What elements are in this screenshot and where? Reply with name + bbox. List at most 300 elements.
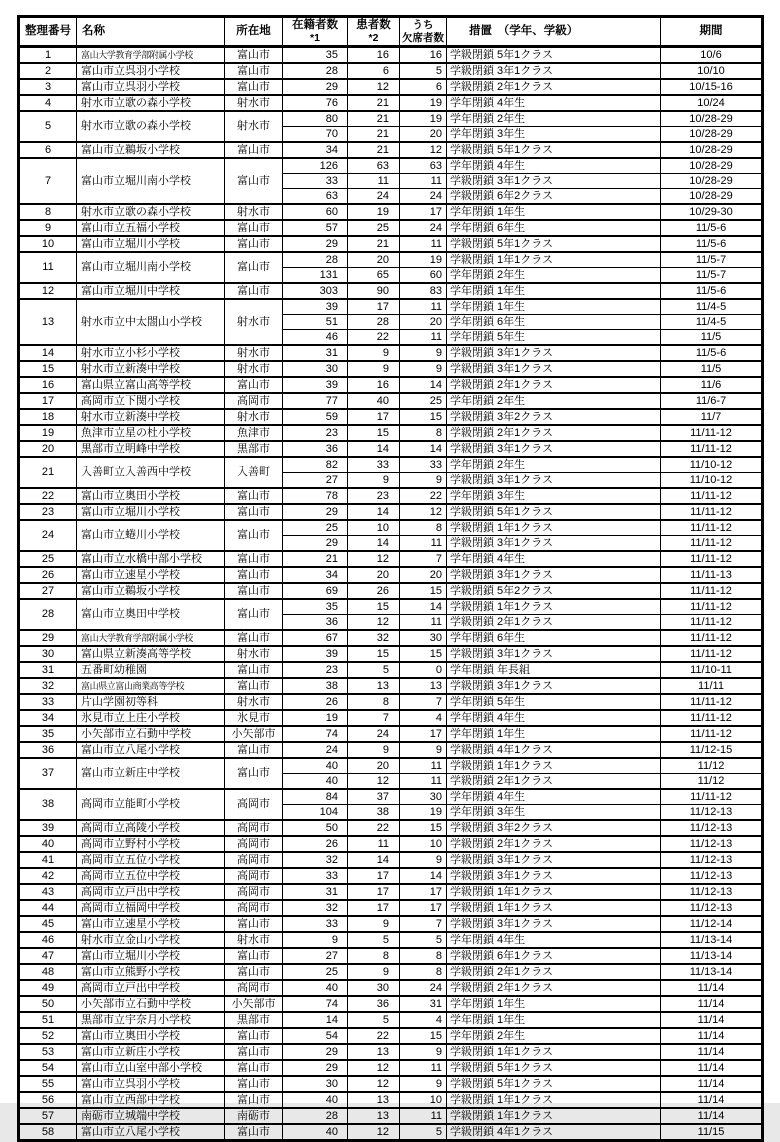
enrolled-count: 32 — [283, 900, 348, 916]
location: 富山市 — [225, 158, 283, 204]
absent-count: 9 — [400, 345, 447, 361]
patient-count: 5 — [348, 662, 400, 678]
enrolled-count: 26 — [283, 836, 348, 852]
row-number: 5 — [19, 111, 77, 142]
enrolled-count: 31 — [283, 884, 348, 900]
location: 射水市 — [225, 361, 283, 377]
closure-period: 11/14 — [661, 980, 763, 996]
row-number: 54 — [19, 1060, 77, 1076]
header-measure: 措置 （学年、学級） — [447, 17, 661, 47]
table-row — [19, 758, 763, 774]
closure-period: 11/14 — [661, 1044, 763, 1060]
absent-count: 15 — [400, 409, 447, 425]
enrolled-count: 76 — [283, 95, 348, 111]
absent-count: 11 — [400, 1060, 447, 1076]
school-name: 黒部市立明峰中学校 — [77, 441, 225, 457]
location: 魚津市 — [225, 425, 283, 441]
row-number: 48 — [19, 964, 77, 980]
closure-measure: 学級閉鎖 2年1クラス — [447, 980, 661, 996]
row-number: 43 — [19, 884, 77, 900]
location: 富山市 — [225, 583, 283, 599]
absent-count: 11 — [400, 536, 447, 552]
table-row — [19, 520, 763, 536]
closure-period: 11/5 — [661, 330, 763, 346]
location: 富山市 — [225, 599, 283, 630]
location: 富山市 — [225, 79, 283, 95]
header-enrolled-count — [283, 17, 348, 47]
table-row — [19, 361, 763, 377]
closure-period: 11/10-12 — [661, 473, 763, 489]
row-number: 53 — [19, 1044, 77, 1060]
closure-measure: 学級閉鎖 5年1クラス — [447, 1060, 661, 1076]
absent-count: 11 — [400, 236, 447, 252]
absent-count: 4 — [400, 710, 447, 726]
patient-count: 14 — [348, 852, 400, 868]
school-name: 射水市立中太閤山小学校 — [77, 299, 225, 345]
patient-count: 7 — [348, 710, 400, 726]
closure-period: 10/28-29 — [661, 158, 763, 174]
row-number: 18 — [19, 409, 77, 425]
patient-count: 22 — [348, 330, 400, 346]
patient-count: 12 — [348, 1124, 400, 1141]
absent-count: 15 — [400, 1028, 447, 1044]
location: 富山市 — [225, 377, 283, 393]
table-row — [19, 220, 763, 236]
row-number: 21 — [19, 457, 77, 488]
location: 富山市 — [225, 283, 283, 299]
closure-period: 11/11-12 — [661, 789, 763, 805]
location: 高岡市 — [225, 852, 283, 868]
closure-measure: 学年閉鎖 1年生 — [447, 283, 661, 299]
closure-measure: 学級閉鎖 1年1クラス — [447, 1044, 661, 1060]
closure-period: 10/28-29 — [661, 142, 763, 158]
closure-period: 10/6 — [661, 47, 763, 64]
patient-count: 13 — [348, 678, 400, 694]
school-name: 射水市立小杉小学校 — [77, 345, 225, 361]
closure-measure: 学級閉鎖 4年1クラス — [447, 742, 661, 758]
closure-period: 10/24 — [661, 95, 763, 111]
patient-count: 22 — [348, 1028, 400, 1044]
row-number: 44 — [19, 900, 77, 916]
table-row — [19, 646, 763, 662]
location: 小矢部市 — [225, 726, 283, 742]
closure-measure: 学年閉鎖 1年生 — [447, 996, 661, 1012]
absent-count: 30 — [400, 789, 447, 805]
closure-period: 11/14 — [661, 1028, 763, 1044]
school-name: 小矢部市立石動中学校 — [77, 996, 225, 1012]
row-number: 42 — [19, 868, 77, 884]
table-row — [19, 932, 763, 948]
table-row — [19, 283, 763, 299]
closure-measure: 学級閉鎖 5年2クラス — [447, 583, 661, 599]
patient-count: 13 — [348, 1044, 400, 1060]
table-row — [19, 789, 763, 805]
patient-count: 11 — [348, 836, 400, 852]
enrolled-count: 28 — [283, 252, 348, 268]
patient-count: 20 — [348, 567, 400, 583]
school-name: 富山県立富山高等学校 — [77, 377, 225, 393]
absent-count: 5 — [400, 932, 447, 948]
table-row — [19, 852, 763, 868]
enrolled-count: 9 — [283, 932, 348, 948]
row-number: 10 — [19, 236, 77, 252]
header-row — [19, 17, 763, 47]
school-name: 入善町立入善西中学校 — [77, 457, 225, 488]
patient-count: 25 — [348, 220, 400, 236]
patient-count: 9 — [348, 964, 400, 980]
row-number: 32 — [19, 678, 77, 694]
school-name: 富山市立鵜坂小学校 — [77, 142, 225, 158]
closure-measure: 学年閉鎖 5年生 — [447, 694, 661, 710]
table-row — [19, 742, 763, 758]
row-number: 26 — [19, 567, 77, 583]
closure-measure: 学級閉鎖 3年1クラス — [447, 361, 661, 377]
closure-measure: 学年閉鎖 4年生 — [447, 932, 661, 948]
school-name: 富山市立呉羽小学校 — [77, 79, 225, 95]
location: 富山市 — [225, 1044, 283, 1060]
enrolled-count: 40 — [283, 758, 348, 774]
absent-count: 15 — [400, 820, 447, 836]
absent-count: 9 — [400, 473, 447, 489]
school-name: 富山市立鵜坂小学校 — [77, 583, 225, 599]
table-row — [19, 1044, 763, 1060]
row-number: 1 — [19, 47, 77, 64]
location: 富山市 — [225, 47, 283, 64]
closure-period: 10/29-30 — [661, 204, 763, 220]
closure-measure: 学級閉鎖 5年1クラス — [447, 142, 661, 158]
absent-count: 17 — [400, 726, 447, 742]
row-number: 20 — [19, 441, 77, 457]
table-row — [19, 299, 763, 315]
enrolled-count: 84 — [283, 789, 348, 805]
closure-period: 11/11-12 — [661, 504, 763, 520]
absent-count: 8 — [400, 425, 447, 441]
location: 富山市 — [225, 142, 283, 158]
row-number: 2 — [19, 63, 77, 79]
closure-period: 10/10 — [661, 63, 763, 79]
school-name: 富山市立奥田中学校 — [77, 599, 225, 630]
header-patients-note: *2 — [368, 32, 379, 45]
table-row — [19, 820, 763, 836]
closure-measure: 学年閉鎖 4年生 — [447, 551, 661, 567]
school-name: 射水市立金山小学校 — [77, 932, 225, 948]
table-row — [19, 678, 763, 694]
location: 富山市 — [225, 504, 283, 520]
enrolled-count: 28 — [283, 63, 348, 79]
closure-measure: 学級閉鎖 1年1クラス — [447, 1092, 661, 1108]
absent-count: 14 — [400, 441, 447, 457]
absent-count: 20 — [400, 567, 447, 583]
absent-count: 0 — [400, 662, 447, 678]
patient-count: 8 — [348, 948, 400, 964]
closure-measure: 学級閉鎖 2年1クラス — [447, 836, 661, 852]
enrolled-count: 26 — [283, 694, 348, 710]
closure-measure: 学級閉鎖 1年1クラス — [447, 758, 661, 774]
patient-count: 13 — [348, 1092, 400, 1108]
absent-count: 12 — [400, 504, 447, 520]
patient-count: 15 — [348, 425, 400, 441]
patient-count: 9 — [348, 742, 400, 758]
school-name: 富山市立堀川南小学校 — [77, 252, 225, 283]
patient-count: 8 — [348, 694, 400, 710]
closure-period: 11/12-13 — [661, 805, 763, 821]
patient-count: 5 — [348, 932, 400, 948]
table-row — [19, 488, 763, 504]
absent-count: 19 — [400, 805, 447, 821]
patient-count: 21 — [348, 236, 400, 252]
enrolled-count: 29 — [283, 1060, 348, 1076]
school-name: 射水市立新湊中学校 — [77, 409, 225, 425]
patient-count: 65 — [348, 268, 400, 284]
school-name: 高岡市立五位小学校 — [77, 852, 225, 868]
closure-period: 11/11-13 — [661, 567, 763, 583]
header-seq-number: 整理番号 — [19, 17, 77, 47]
closure-measure: 学級閉鎖 4年1クラス — [447, 1124, 661, 1141]
row-number: 15 — [19, 361, 77, 377]
table-row — [19, 964, 763, 980]
row-number: 12 — [19, 283, 77, 299]
table-row — [19, 884, 763, 900]
school-name: 富山市立八尾小学校 — [77, 742, 225, 758]
absent-count: 7 — [400, 551, 447, 567]
closure-measure: 学級閉鎖 1年1クラス — [447, 252, 661, 268]
enrolled-count: 23 — [283, 425, 348, 441]
closure-measure: 学年閉鎖 2年生 — [447, 268, 661, 284]
closure-period: 11/5-7 — [661, 268, 763, 284]
enrolled-count: 69 — [283, 583, 348, 599]
patient-count: 12 — [348, 551, 400, 567]
absent-count: 22 — [400, 488, 447, 504]
absent-count: 14 — [400, 599, 447, 615]
patient-count: 12 — [348, 79, 400, 95]
closure-period: 11/13-14 — [661, 948, 763, 964]
table-row — [19, 393, 763, 409]
patient-count: 21 — [348, 95, 400, 111]
enrolled-count: 21 — [283, 551, 348, 567]
table-row — [19, 836, 763, 852]
closure-period: 11/12-13 — [661, 852, 763, 868]
closure-measure: 学級閉鎖 3年1クラス — [447, 567, 661, 583]
school-name: 高岡市立能町小学校 — [77, 789, 225, 820]
table-row — [19, 236, 763, 252]
patient-count: 9 — [348, 361, 400, 377]
location: 氷見市 — [225, 710, 283, 726]
patient-count: 21 — [348, 127, 400, 143]
table-row — [19, 504, 763, 520]
absent-count: 33 — [400, 457, 447, 473]
table-row — [19, 457, 763, 473]
table-row — [19, 142, 763, 158]
closure-period: 11/11-12 — [661, 710, 763, 726]
row-number: 46 — [19, 932, 77, 948]
row-number: 45 — [19, 916, 77, 932]
patient-count: 5 — [348, 1012, 400, 1028]
patient-count: 14 — [348, 441, 400, 457]
closure-measure: 学級閉鎖 1年1クラス — [447, 1108, 661, 1124]
enrolled-count: 27 — [283, 473, 348, 489]
school-name: 南砺市立城端中学校 — [77, 1108, 225, 1124]
closure-measure: 学年閉鎖 4年生 — [447, 789, 661, 805]
closure-period: 11/4-5 — [661, 299, 763, 315]
school-name: 高岡市立五位中学校 — [77, 868, 225, 884]
row-number: 31 — [19, 662, 77, 678]
row-number: 58 — [19, 1124, 77, 1141]
enrolled-count: 39 — [283, 646, 348, 662]
closure-period: 11/11-12 — [661, 646, 763, 662]
table-row — [19, 252, 763, 268]
enrolled-count: 74 — [283, 996, 348, 1012]
closure-period: 11/11-12 — [661, 425, 763, 441]
school-name: 富山市立熊野小学校 — [77, 964, 225, 980]
school-name: 富山市立堀川中学校 — [77, 283, 225, 299]
closure-measure: 学級閉鎖 3年1クラス — [447, 441, 661, 457]
row-number: 24 — [19, 520, 77, 551]
school-name: 黒部市立宇奈月小学校 — [77, 1012, 225, 1028]
location: 射水市 — [225, 409, 283, 425]
row-number: 6 — [19, 142, 77, 158]
table-row — [19, 95, 763, 111]
table-row — [19, 409, 763, 425]
location: 高岡市 — [225, 900, 283, 916]
enrolled-count: 27 — [283, 948, 348, 964]
location: 富山市 — [225, 964, 283, 980]
closure-measure: 学年閉鎖 6年生 — [447, 220, 661, 236]
row-number: 51 — [19, 1012, 77, 1028]
row-number: 14 — [19, 345, 77, 361]
location: 富山市 — [225, 758, 283, 789]
enrolled-count: 51 — [283, 315, 348, 330]
location: 富山市 — [225, 551, 283, 567]
patient-count: 12 — [348, 774, 400, 790]
absent-count: 15 — [400, 646, 447, 662]
enrolled-count: 63 — [283, 189, 348, 205]
closure-period: 11/14 — [661, 1108, 763, 1124]
closure-measure: 学級閉鎖 3年1クラス — [447, 473, 661, 489]
table-row — [19, 158, 763, 174]
closure-measure: 学級閉鎖 3年1クラス — [447, 345, 661, 361]
enrolled-count: 50 — [283, 820, 348, 836]
enrolled-count: 28 — [283, 1108, 348, 1124]
closure-measure: 学級閉鎖 1年1クラス — [447, 599, 661, 615]
enrolled-count: 14 — [283, 1012, 348, 1028]
location: 小矢部市 — [225, 996, 283, 1012]
patient-count: 20 — [348, 252, 400, 268]
patient-count: 17 — [348, 884, 400, 900]
absent-count: 6 — [400, 79, 447, 95]
enrolled-count: 54 — [283, 1028, 348, 1044]
closure-period: 11/12 — [661, 774, 763, 790]
closure-measure: 学級閉鎖 3年1クラス — [447, 868, 661, 884]
table-row — [19, 1060, 763, 1076]
closure-period: 10/28-29 — [661, 189, 763, 205]
closure-period: 11/6 — [661, 377, 763, 393]
school-name: 富山市立堀川小学校 — [77, 948, 225, 964]
closure-period: 11/5-7 — [661, 252, 763, 268]
absent-count: 9 — [400, 1076, 447, 1092]
row-number: 25 — [19, 551, 77, 567]
table-row — [19, 567, 763, 583]
patient-count: 90 — [348, 283, 400, 299]
school-name: 射水市立歌の森小学校 — [77, 95, 225, 111]
closure-measure: 学級閉鎖 5年1クラス — [447, 47, 661, 64]
closure-measure: 学級閉鎖 5年1クラス — [447, 1076, 661, 1092]
patient-count: 30 — [348, 980, 400, 996]
closure-measure: 学級閉鎖 2年1クラス — [447, 377, 661, 393]
absent-count: 9 — [400, 852, 447, 868]
closure-period: 11/14 — [661, 1076, 763, 1092]
closure-measure: 学級閉鎖 3年2クラス — [447, 820, 661, 836]
enrolled-count: 31 — [283, 345, 348, 361]
patient-count: 17 — [348, 409, 400, 425]
table-row — [19, 1092, 763, 1108]
closure-period: 11/14 — [661, 1012, 763, 1028]
row-number: 56 — [19, 1092, 77, 1108]
patient-count: 12 — [348, 1060, 400, 1076]
location: 富山市 — [225, 488, 283, 504]
enrolled-count: 33 — [283, 868, 348, 884]
patient-count: 28 — [348, 315, 400, 330]
table-row — [19, 63, 763, 79]
location: 高岡市 — [225, 789, 283, 820]
row-number: 35 — [19, 726, 77, 742]
location: 南砺市 — [225, 1108, 283, 1124]
row-number: 8 — [19, 204, 77, 220]
school-name: 富山大学教育学部附属小学校 — [77, 47, 225, 64]
enrolled-count: 34 — [283, 142, 348, 158]
absent-count: 11 — [400, 1108, 447, 1124]
patient-count: 17 — [348, 299, 400, 315]
closure-period: 11/11-12 — [661, 488, 763, 504]
school-closure-table — [17, 15, 764, 1142]
table-row — [19, 630, 763, 646]
enrolled-count: 35 — [283, 47, 348, 64]
location: 富山市 — [225, 662, 283, 678]
closure-measure: 学級閉鎖 5年1クラス — [447, 504, 661, 520]
table-row — [19, 345, 763, 361]
closure-period: 11/12 — [661, 758, 763, 774]
closure-measure: 学級閉鎖 2年1クラス — [447, 615, 661, 631]
school-name: 高岡市立戸出中学校 — [77, 980, 225, 996]
enrolled-count: 77 — [283, 393, 348, 409]
header-period: 期間 — [661, 17, 763, 47]
row-number: 38 — [19, 789, 77, 820]
closure-period: 11/14 — [661, 996, 763, 1012]
school-name: 富山市立西部中学校 — [77, 1092, 225, 1108]
closure-period: 11/5-6 — [661, 283, 763, 299]
school-name: 富山市立奥田小学校 — [77, 488, 225, 504]
table-row — [19, 425, 763, 441]
closure-period: 11/11-12 — [661, 599, 763, 615]
enrolled-count: 29 — [283, 236, 348, 252]
location: 高岡市 — [225, 393, 283, 409]
absent-count: 11 — [400, 758, 447, 774]
closure-period: 11/5 — [661, 361, 763, 377]
row-number: 36 — [19, 742, 77, 758]
closure-measure: 学年閉鎖 4年生 — [447, 710, 661, 726]
school-name: 射水市立新湊中学校 — [77, 361, 225, 377]
school-name: 富山市立新庄小学校 — [77, 1044, 225, 1060]
closure-measure: 学年閉鎖 3年生 — [447, 805, 661, 821]
closure-measure: 学年閉鎖 年長組 — [447, 662, 661, 678]
absent-count: 5 — [400, 63, 447, 79]
enrolled-count: 40 — [283, 1092, 348, 1108]
patient-count: 12 — [348, 1076, 400, 1092]
location: 射水市 — [225, 694, 283, 710]
location: 富山市 — [225, 1060, 283, 1076]
table-row — [19, 996, 763, 1012]
closure-period: 11/5-6 — [661, 220, 763, 236]
enrolled-count: 36 — [283, 441, 348, 457]
